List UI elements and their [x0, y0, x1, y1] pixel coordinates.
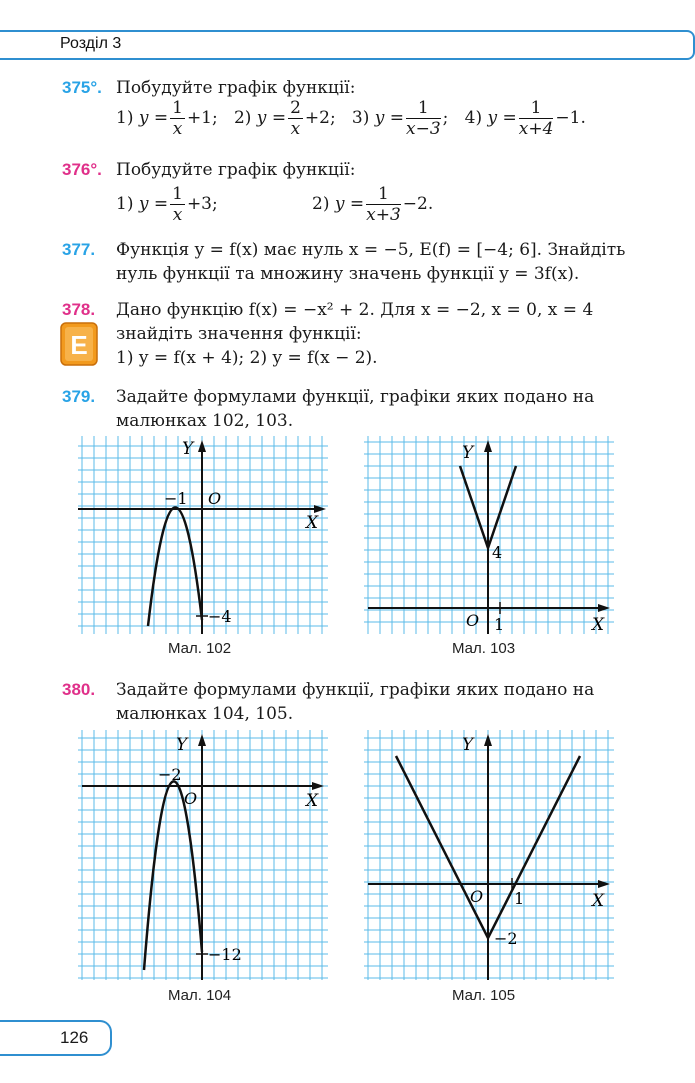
figure-104-caption: Мал. 104: [168, 987, 232, 1004]
svg-text:4: 4: [492, 543, 503, 562]
svg-text:−2: −2: [158, 765, 182, 784]
svg-text:Y: Y: [462, 735, 474, 755]
svg-text:Y: Y: [176, 735, 188, 755]
svg-text:O: O: [208, 489, 222, 508]
svg-text:O: O: [466, 611, 480, 630]
problem-377-line-1: Функція y = f(x) має нуль x = −5, E(f) = [−4; 6]. Знайдіть: [116, 240, 626, 260]
svg-text:X: X: [306, 791, 319, 811]
problem-379-line-1: Задайте формулами функції, графіки яких подано на: [116, 387, 595, 407]
problem-380-line-1: Задайте формулами функції, графіки яких подано на: [116, 680, 595, 700]
problem-376-text: Побудуйте графік функції:: [116, 160, 356, 180]
difficulty-badge-icon: [60, 322, 98, 366]
problem-number-376: 376°.: [62, 160, 102, 179]
svg-text:−1: −1: [164, 489, 188, 508]
svg-text:X: X: [592, 891, 605, 911]
problem-379-line-2: малюнках 102, 103.: [116, 411, 294, 431]
figure-103-caption: Мал. 103: [452, 640, 516, 657]
figure-105-caption: Мал. 105: [452, 987, 516, 1004]
figure-102-caption: Мал. 102: [168, 640, 232, 657]
page-number-box: [0, 1020, 112, 1056]
figure-105-graph: [364, 730, 614, 980]
problem-number-377: 377.: [62, 240, 96, 259]
svg-text:X: X: [592, 615, 605, 634]
problem-number-379: 379.: [62, 387, 96, 406]
problem-377-line-2: нуль функції та множину значень функції y = 3f(x).: [116, 264, 580, 284]
problem-378-line-2: знайдіть значення функції:: [116, 324, 362, 344]
svg-text:Y: Y: [462, 443, 474, 463]
svg-text:Y: Y: [182, 439, 194, 459]
figure-102-graph: [78, 436, 328, 634]
figure-103-graph: [364, 436, 614, 634]
svg-text:−2: −2: [494, 929, 518, 948]
svg-text:−12: −12: [208, 945, 242, 964]
section-title: Розділ 3: [60, 35, 122, 52]
problem-378-line-1: Дано функцію f(x) = −x² + 2. Для x = −2, x = 0, x = 4: [116, 300, 594, 320]
problem-number-375: 375°.: [62, 78, 102, 97]
problem-number-380: 380.: [62, 680, 96, 699]
svg-text:X: X: [306, 513, 319, 533]
page-number: 126: [60, 1028, 89, 1047]
problem-375-text: Побудуйте графік функції:: [116, 78, 356, 98]
svg-text:O: O: [184, 789, 198, 808]
problem-375-formulas: 1) y = $\frac{1}{x}$ +1; 2) y = $\frac{2}{x}$ +2; 3) y = $\frac{1}{x-3}$ ; 4) y = $\frac{1}{x+4}$ −1.: [116, 98, 586, 139]
figure-104-graph: [78, 730, 328, 980]
svg-text:1: 1: [514, 889, 525, 908]
problem-380-line-2: малюнках 104, 105.: [116, 704, 294, 724]
problem-376-formula-1: 1) y = $\frac{1}{x}$ +3;: [116, 184, 218, 225]
svg-text:O: O: [470, 887, 484, 906]
svg-text:−4: −4: [208, 607, 232, 626]
svg-text:1: 1: [494, 615, 505, 634]
problem-376-formula-2: 2) y = $\frac{1}{x+3}$ −2.: [312, 184, 434, 225]
svg-text:E: E: [70, 330, 88, 360]
section-header: [0, 30, 695, 60]
problem-378-line-3: 1) y = f(x + 4); 2) y = f(x − 2).: [116, 348, 378, 368]
problem-number-378: 378.: [62, 300, 96, 319]
